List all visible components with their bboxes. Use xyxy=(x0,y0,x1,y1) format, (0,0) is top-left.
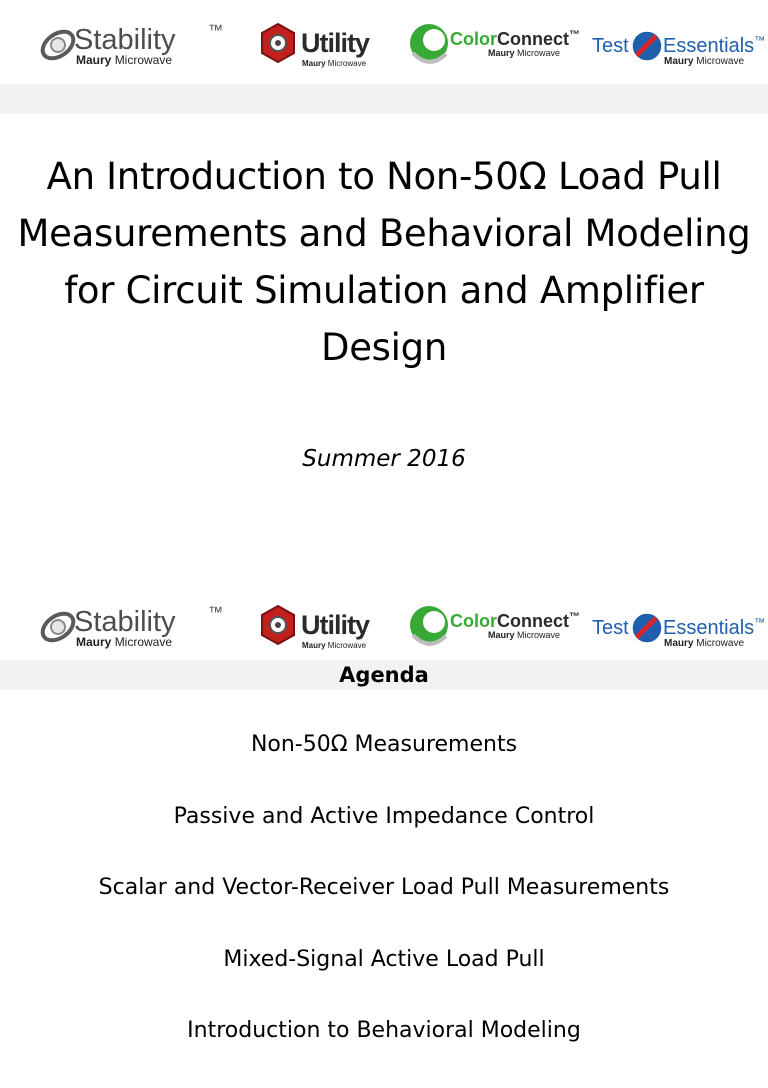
stability-swirl-icon xyxy=(38,608,78,646)
utility-hex-nut-icon xyxy=(262,606,294,644)
testessentials-word-test: Test xyxy=(592,617,629,639)
colorconnect-maker: Maury Microwave xyxy=(488,48,561,58)
colorconnect-wordmark: ColorConnect™ xyxy=(450,29,580,49)
testessentials-word-essentials: Essentials™ xyxy=(663,35,766,57)
header-band xyxy=(0,84,768,114)
utility-wordmark: Utility xyxy=(301,610,370,640)
colorconnect-swirl-icon xyxy=(410,24,448,62)
testessentials-word-test: Test xyxy=(592,35,629,57)
stability-wordmark: Stability xyxy=(74,606,176,638)
testessentials-globe-icon xyxy=(632,613,662,643)
utility-logo xyxy=(258,600,384,656)
presentation-date: Summer 2016 xyxy=(302,446,466,472)
colorconnect-logo xyxy=(408,18,584,74)
agenda-item: Scalar and Vector-Receiver Load Pull Measurements xyxy=(98,875,670,900)
agenda-item: Introduction to Behavioral Modeling xyxy=(187,1018,581,1043)
colorconnect-logo xyxy=(408,600,584,656)
utility-maker: Maury Microwave xyxy=(302,59,367,68)
agenda-item: Passive and Active Impedance Control xyxy=(173,803,595,829)
stability-wordmark: Stability xyxy=(74,24,176,56)
colorconnect-maker: Maury Microwave xyxy=(488,630,561,640)
colorconnect-swirl-icon xyxy=(410,606,448,644)
testessentials-logo xyxy=(592,600,764,656)
agenda-heading: Agenda xyxy=(339,663,429,687)
utility-maker: Maury Microwave xyxy=(302,641,367,650)
testessentials-maker: Maury Microwave xyxy=(664,56,745,67)
agenda-slide xyxy=(0,588,768,1043)
utility-hex-nut-icon xyxy=(262,24,294,62)
stability-maker: Maury Microwave xyxy=(76,635,173,649)
logo-bar xyxy=(0,0,768,84)
stability-logo xyxy=(38,600,230,656)
testessentials-globe-icon xyxy=(632,31,662,61)
presentation-title: An Introduction to Non-50Ω Load Pull Measurements and Behavioral Modeling for Circuit Simulation and Amplifier Design xyxy=(17,155,751,369)
logo-bar xyxy=(0,582,768,666)
colorconnect-wordmark: ColorConnect™ xyxy=(450,611,580,631)
agenda-item: Non-50Ω Measurements xyxy=(250,732,518,757)
testessentials-maker: Maury Microwave xyxy=(664,638,745,649)
stability-maker: Maury Microwave xyxy=(76,53,173,67)
stability-swirl-icon xyxy=(38,26,78,64)
utility-wordmark: Utility xyxy=(301,28,370,58)
stability-trademark: ™ xyxy=(208,604,223,621)
stability-logo xyxy=(38,18,230,74)
utility-logo xyxy=(258,18,384,74)
agenda-item: Mixed-Signal Active Load Pull xyxy=(223,946,545,972)
testessentials-word-essentials: Essentials™ xyxy=(663,617,766,639)
agenda-list xyxy=(0,730,768,1088)
stability-trademark: ™ xyxy=(208,22,223,39)
testessentials-logo xyxy=(592,18,764,74)
